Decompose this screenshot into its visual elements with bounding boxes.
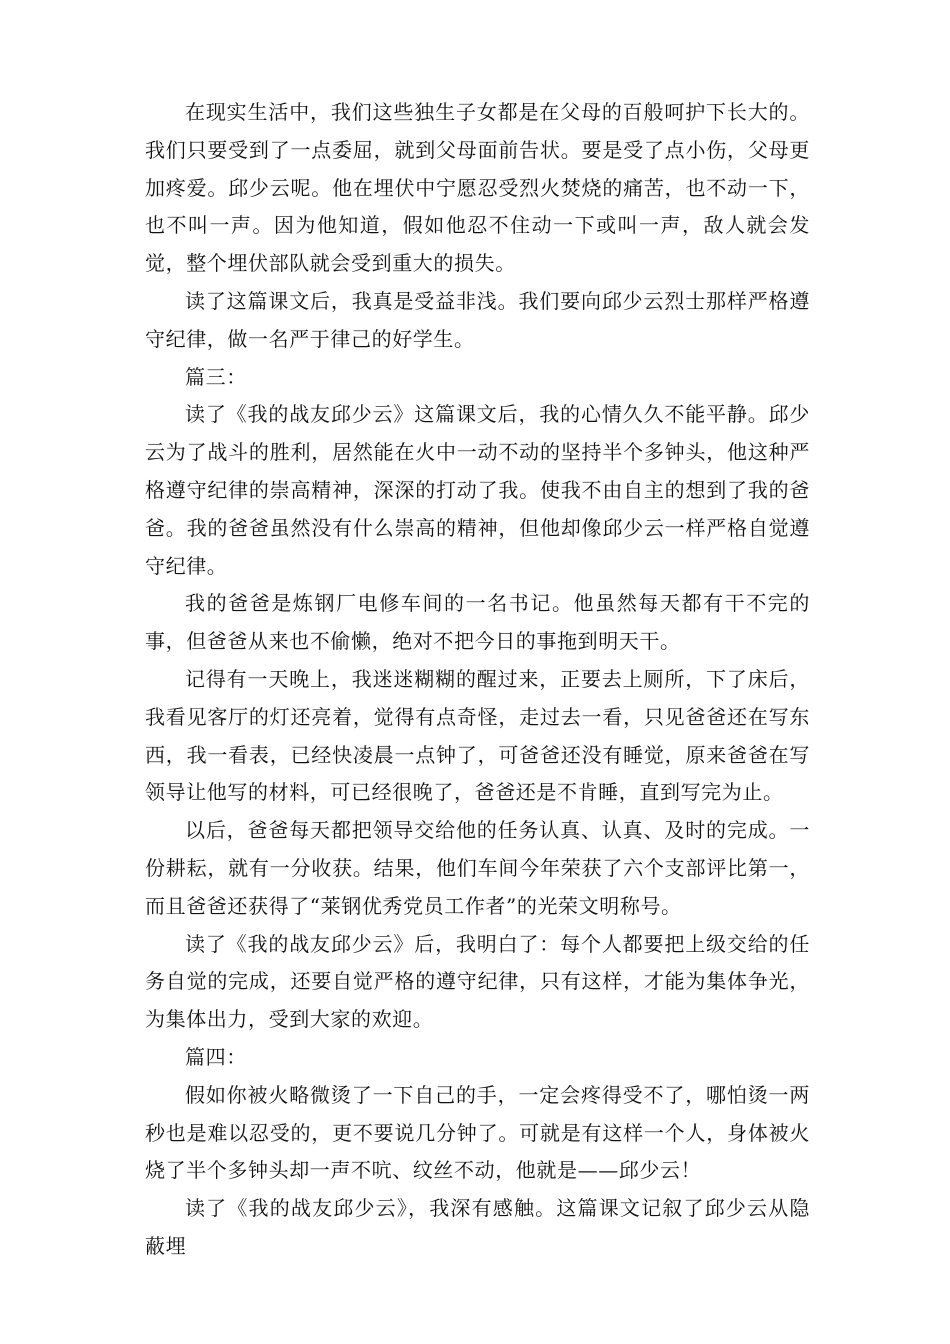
paragraph: 假如你被火略微烫了一下自己的手，一定会疼得受不了，哪怕烫一两秒也是难以忍受的，更不要说几分钟了。可就是有这样一个人，身体被火烧了半个多钟头却一声不吭、纹丝不动，他就是——邱少云！: [145, 1082, 810, 1183]
paragraph: 我的爸爸是炼钢厂电修车间的一名书记。他虽然每天都有干不完的事，但爸爸从来也不偷懒，绝对不把今日的事拖到明天干。: [145, 591, 810, 654]
paragraph: 记得有一天晚上，我迷迷糊糊的醒过来，正要去上厕所，下了床后，我看见客厅的灯还亮着，觉得有点奇怪，走过去一看，只见爸爸还在写东西，我一看表，已经快凌晨一点钟了，可爸爸还没有睡觉，原来爸爸在写领导让他写的材料，可已经很晚了，爸爸还是不肯睡，直到写完为止。: [145, 666, 810, 805]
paragraph: 读了《我的战友邱少云》这篇课文后，我的心情久久不能平静。邱少云为了战斗的胜利，居然能在火中一动不动的坚持半个多钟头，他这种严格遵守纪律的崇高精神，深深的打动了我。使我不由自主的想到了我的爸爸。我的爸爸虽然没有什么崇高的精神，但他却像邱少云一样严格自觉遵守纪律。: [145, 402, 810, 578]
paragraph: 读了《我的战友邱少云》后，我明白了：每个人都要把上级交给的任务自觉的完成，还要自觉严格的遵守纪律，只有这样，才能为集体争光，为集体出力，受到大家的欢迎。: [145, 931, 810, 1032]
document-body: [145, 94, 810, 1266]
paragraph: 以后，爸爸每天都把领导交给他的任务认真、认真、及时的完成。一份耕耘，就有一分收获。结果，他们车间今年荣获了六个支部评比第一，而且爸爸还获得了“莱钢优秀党员工作者”的光荣文明称号。: [145, 818, 810, 918]
paragraph: 读了这篇课文后，我真是受益非浅。我们要向邱少云烈士那样严格遵守纪律，做一名严于律己的好学生。: [145, 288, 810, 351]
paragraph: 读了《我的战友邱少云》，我深有感触。这篇课文记叙了邱少云从隐蔽埋: [145, 1196, 810, 1258]
paragraph: 在现实生活中，我们这些独生子女都是在父母的百般呵护下长大的。我们只要受到了一点委屈，就到父母面前告状。要是受了点小伤，父母更加疼爱。邱少云呢。他在埋伏中宁愿忍受烈火焚烧的痛苦，也不动一下，也不叫一声。因为他知道，假如他忍不住动一下或叫一声，敌人就会发觉，整个埋伏部队就会受到重大的损失。: [145, 100, 810, 276]
section-heading: 篇四：: [185, 1044, 247, 1069]
section-heading: 篇三：: [185, 364, 247, 389]
